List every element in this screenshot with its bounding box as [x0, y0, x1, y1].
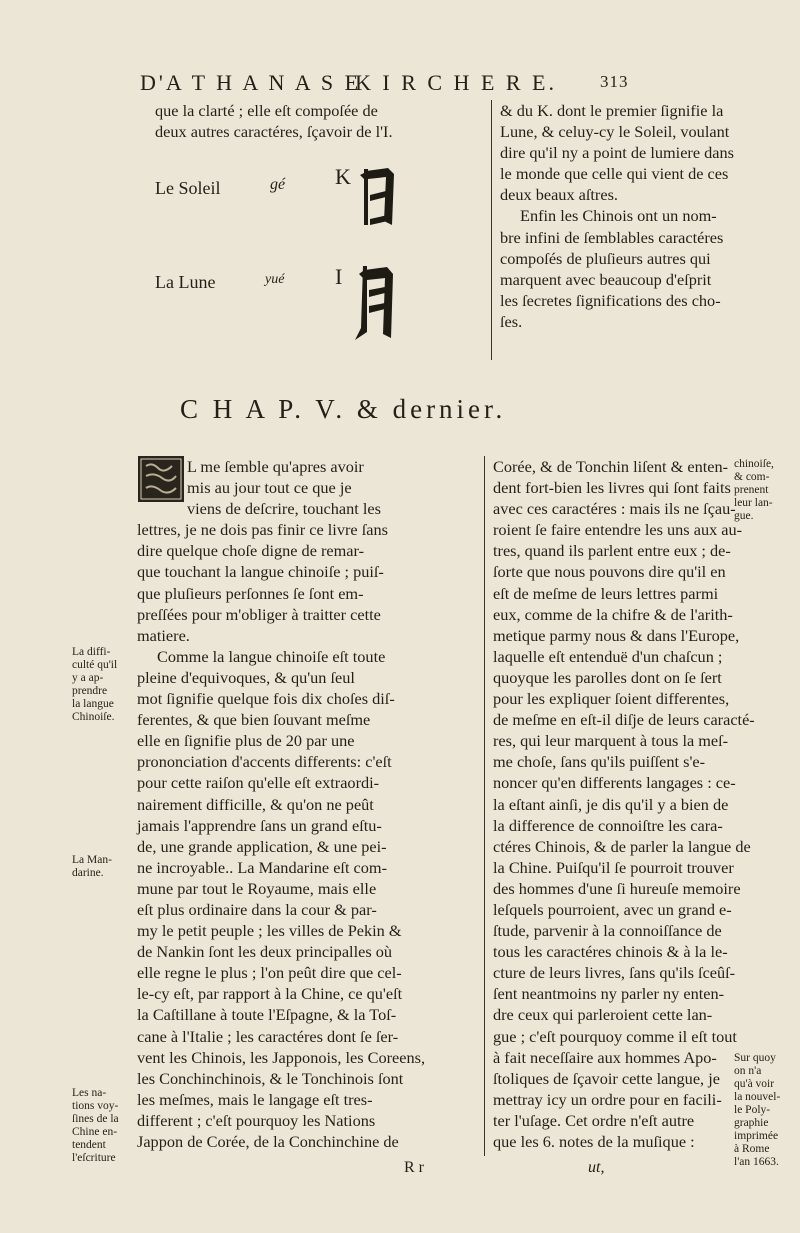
intro-left-text: [155, 100, 485, 142]
note-line: tions voy-: [72, 1100, 119, 1112]
text-line: mettray icy un ordre pour en facili-: [493, 1089, 722, 1109]
text-line: metique parmy nous & dans l'Europe,: [493, 625, 740, 645]
text-line: different ; c'eſt pourquoy les Nations: [137, 1110, 376, 1130]
character-pronunciation: gé: [270, 176, 286, 193]
text-line: ctéres Chinois, & de parler la langue de: [493, 836, 751, 856]
note-line: imprimée: [734, 1130, 779, 1142]
text-line: les ſecretes ſignifications des cho-: [500, 290, 721, 310]
note-line: on n'a: [734, 1065, 762, 1077]
note-line: y a ap-: [72, 672, 104, 684]
text-line: gue ; c'eſt pourquoy comme il eſt tout: [493, 1026, 737, 1046]
column-rule: [491, 100, 492, 360]
text-line: ferentes, & que bien ſouvant meſme: [137, 710, 371, 730]
note-line: le Poly-: [734, 1104, 771, 1116]
text-line: pour cette raiſon qu'elle eſt extraordi-: [137, 773, 380, 793]
text-line: ſtoliques de ſçavoir cette langue, je: [493, 1068, 720, 1088]
text-line: cane à l'Italie ; les caractéres dont ſe ſer-: [137, 1026, 399, 1046]
text-line: de meſme en eſt-il diſje de leurs caracté-: [493, 710, 755, 730]
text-line: le monde que celle qui vient de ces: [500, 164, 729, 184]
text-line: mune par tout le Royaume, mais elle: [137, 878, 377, 898]
text-line: dire quelque choſe digne de remar-: [137, 541, 365, 561]
text-line: mis au jour tout ce que je: [187, 478, 352, 498]
note-line: Chine en-: [72, 1126, 118, 1138]
margin-note-surquoy: [734, 1052, 780, 1169]
text-line: nairement difficille, & qu'on ne peût: [137, 794, 374, 814]
note-line: prendre: [72, 685, 108, 697]
note-line: La diffi-: [72, 646, 111, 658]
text-line: jamais l'apprendre ſans un grand eſtu-: [137, 815, 382, 835]
text-line: lettres, je ne dois pas finir ce livre ſans: [137, 520, 388, 540]
text-line: deux autres caractéres, ſçavoir de l'I.: [155, 122, 393, 142]
text-line: mot ſignifie quelque fois dix choſes diſ-: [137, 689, 395, 709]
character-pronunciation: yué: [265, 272, 285, 287]
note-line: graphie: [734, 1117, 769, 1129]
text-line: laquelle eſt entenduë d'un chaſcun ;: [493, 646, 723, 666]
column-rule: [484, 456, 485, 1156]
header-left: D'A T H A N A S E: [140, 70, 362, 95]
note-line: à Rome: [734, 1143, 770, 1155]
text-line: que touchant la langue chinoiſe ; puiſ-: [137, 562, 384, 582]
sun-character-glyph: [350, 165, 400, 230]
text-line: matiere.: [137, 625, 190, 645]
text-line: eſt de meſme de leurs lettres parmi: [493, 583, 719, 603]
text-line: pour les expliquer ſoient differentes,: [493, 689, 730, 709]
moon-character-glyph: [347, 262, 399, 342]
text-line: compoſés de pluſieurs autres qui: [500, 248, 711, 268]
text-line: eux, comme de la chifre & de l'arith-: [493, 604, 733, 624]
margin-note-nations: [72, 1087, 119, 1165]
text-line: Enfin les Chinois ont un nom-: [520, 206, 717, 226]
text-line: elle en ſignifie plus de 20 par une: [137, 731, 355, 751]
text-line: ne incroyable.. La Mandarine eſt com-: [137, 857, 387, 877]
character-latin: I: [335, 264, 343, 289]
note-line: leur lan-: [734, 497, 773, 509]
text-line: L me ſemble qu'apres avoir: [187, 457, 364, 476]
character-row-lune: [155, 262, 475, 342]
note-line: La Man-: [72, 854, 112, 866]
text-line: de, une grande application, & une pei-: [137, 836, 387, 856]
text-line: preſſées pour m'obliger à traitter cette: [137, 604, 381, 624]
text-line: ter l'uſage. Cet ordre n'eſt autre: [493, 1110, 695, 1130]
text-line: ſtude, parvenir à la connoiſſance de: [493, 921, 722, 941]
note-line: la nouvel-: [734, 1091, 781, 1103]
text-line: roient ſe faire entendre les uns aux au-: [493, 520, 743, 540]
page-number: 313: [600, 72, 629, 91]
text-line: my le petit peuple ; les villes de Pekin &: [137, 921, 402, 941]
margin-note-difficulte: [72, 646, 117, 724]
note-line: l'eſcriture: [72, 1152, 116, 1164]
note-line: tendent: [72, 1139, 106, 1151]
catchword: ut,: [588, 1159, 605, 1176]
text-line: le-cy eſt, par rapport à la Chine, ce qu'eſt: [137, 984, 403, 1004]
intro-right-text: [500, 100, 800, 332]
text-line: à fait neceſſaire aux hommes Apo-: [493, 1047, 717, 1067]
text-line: leſquels pourroient, avec un grand e-: [493, 899, 732, 919]
text-line: elle regne le plus ; l'on peût dire que cel-: [137, 963, 402, 983]
character-latin: K: [335, 164, 351, 189]
text-line: la eſtant ainſi, je dis qu'il y a bien de: [493, 794, 729, 814]
note-line: gue.: [734, 510, 754, 522]
text-line: la Caſtillane à toute l'Eſpagne, & la Toſ-: [137, 1005, 397, 1025]
text-line: tres, quand ils parlent entre eux ; de-: [493, 541, 731, 561]
note-line: culté qu'il: [72, 659, 118, 671]
text-line: viens de deſcrire, touchant les: [187, 499, 381, 519]
text-line: que pluſieurs perſonnes ſe ſont em-: [137, 583, 364, 603]
text-line: deux beaux aſtres.: [500, 185, 618, 205]
character-name: Le Soleil: [155, 178, 221, 198]
text-line: des hommes d'une ſi hureuſe memoire: [493, 878, 741, 898]
text-line: marquent avec beaucoup d'eſprit: [500, 269, 712, 289]
text-line: ſent neantmoins ny parler ny enten-: [493, 984, 725, 1004]
text-line: ſorte que nous pouvons dire qu'il en: [493, 562, 726, 582]
note-line: prenent: [734, 484, 769, 496]
chapter-title: C H A P. V. & dernier.: [180, 394, 507, 424]
note-line: chinoiſe,: [734, 458, 774, 470]
text-line: cture de leurs livres, ſans qu'ils ſceûſ-: [493, 963, 736, 983]
margin-note-mandarine: [72, 854, 112, 880]
text-line: Jappon de Corée, de la Conchinchine de: [137, 1132, 399, 1151]
character-name: La Lune: [155, 272, 216, 292]
note-line: & com-: [734, 471, 770, 483]
header-right: K I R C H E R E.: [355, 70, 557, 95]
text-line: que les 6. notes de la muſique :: [493, 1132, 695, 1151]
text-line: vent les Chinois, les Japponois, les Coreens,: [137, 1047, 426, 1067]
text-line: ſes.: [500, 311, 523, 331]
text-line: pleine d'equivoques, & qu'un ſeul: [137, 667, 355, 687]
text-line: dire qu'il ny a point de lumiere dans: [500, 143, 734, 163]
text-line: dre ceux qui parleroient cette lan-: [493, 1005, 713, 1025]
text-line: les meſmes, mais le langage eſt tres-: [137, 1089, 373, 1109]
text-line: Lune, & celuy-cy le Soleil, voulant: [500, 122, 730, 142]
text-line: que la clarté ; elle eſt compoſée de: [155, 101, 378, 120]
running-header: [140, 70, 640, 100]
signature-mark: R r: [404, 1159, 424, 1176]
text-line: prononciation d'accents differents: c'eſt: [137, 752, 392, 772]
text-line: noncer qu'en differents langages : ce-: [493, 773, 736, 793]
note-line: darine.: [72, 867, 104, 879]
text-line: eſt plus ordinaire dans la cour & par-: [137, 899, 377, 919]
note-line: l'an 1663.: [734, 1156, 779, 1168]
text-line: me choſe, ſans qu'ils puiſſent s'e-: [493, 752, 706, 772]
character-row-soleil: [155, 164, 475, 230]
body-left-column: [137, 456, 477, 1152]
note-line: qu'à voir: [734, 1078, 775, 1090]
text-line: res, qui leur marquent à tous la meſ-: [493, 731, 729, 751]
margin-note-chinoise: [734, 458, 774, 523]
note-line: Sur quoy: [734, 1052, 776, 1064]
text-line: quoyque les parolles dont on ſe ſert: [493, 667, 722, 687]
text-line: la difference de connoiſtre les cara-: [493, 815, 723, 835]
text-line: bre infini de ſemblables caractéres: [500, 227, 724, 247]
text-line: la Chine. Puiſqu'il ſe pourroit trouver: [493, 857, 734, 877]
note-line: ſines de la: [72, 1113, 119, 1125]
text-line: Corée, & de Tonchin liſent & enten-: [493, 457, 729, 476]
note-line: Chinoiſe.: [72, 711, 115, 723]
text-line: avec ces caractéres : mais ils ne ſçau-: [493, 499, 736, 519]
text-line: les Conchinchinois, & le Tonchinois ſont: [137, 1068, 404, 1088]
text-line: dent fort-bien les livres qui ſont faits: [493, 478, 731, 498]
text-line: & du K. dont le premier ſignifie la: [500, 101, 724, 120]
note-line: la langue: [72, 698, 114, 710]
text-line: de Nankin ſont les deux principalles où: [137, 942, 393, 962]
note-line: Les na-: [72, 1087, 107, 1099]
text-line: Comme la langue chinoiſe eſt toute: [157, 646, 386, 666]
text-line: tous les caractéres chinois & à la le-: [493, 942, 728, 962]
